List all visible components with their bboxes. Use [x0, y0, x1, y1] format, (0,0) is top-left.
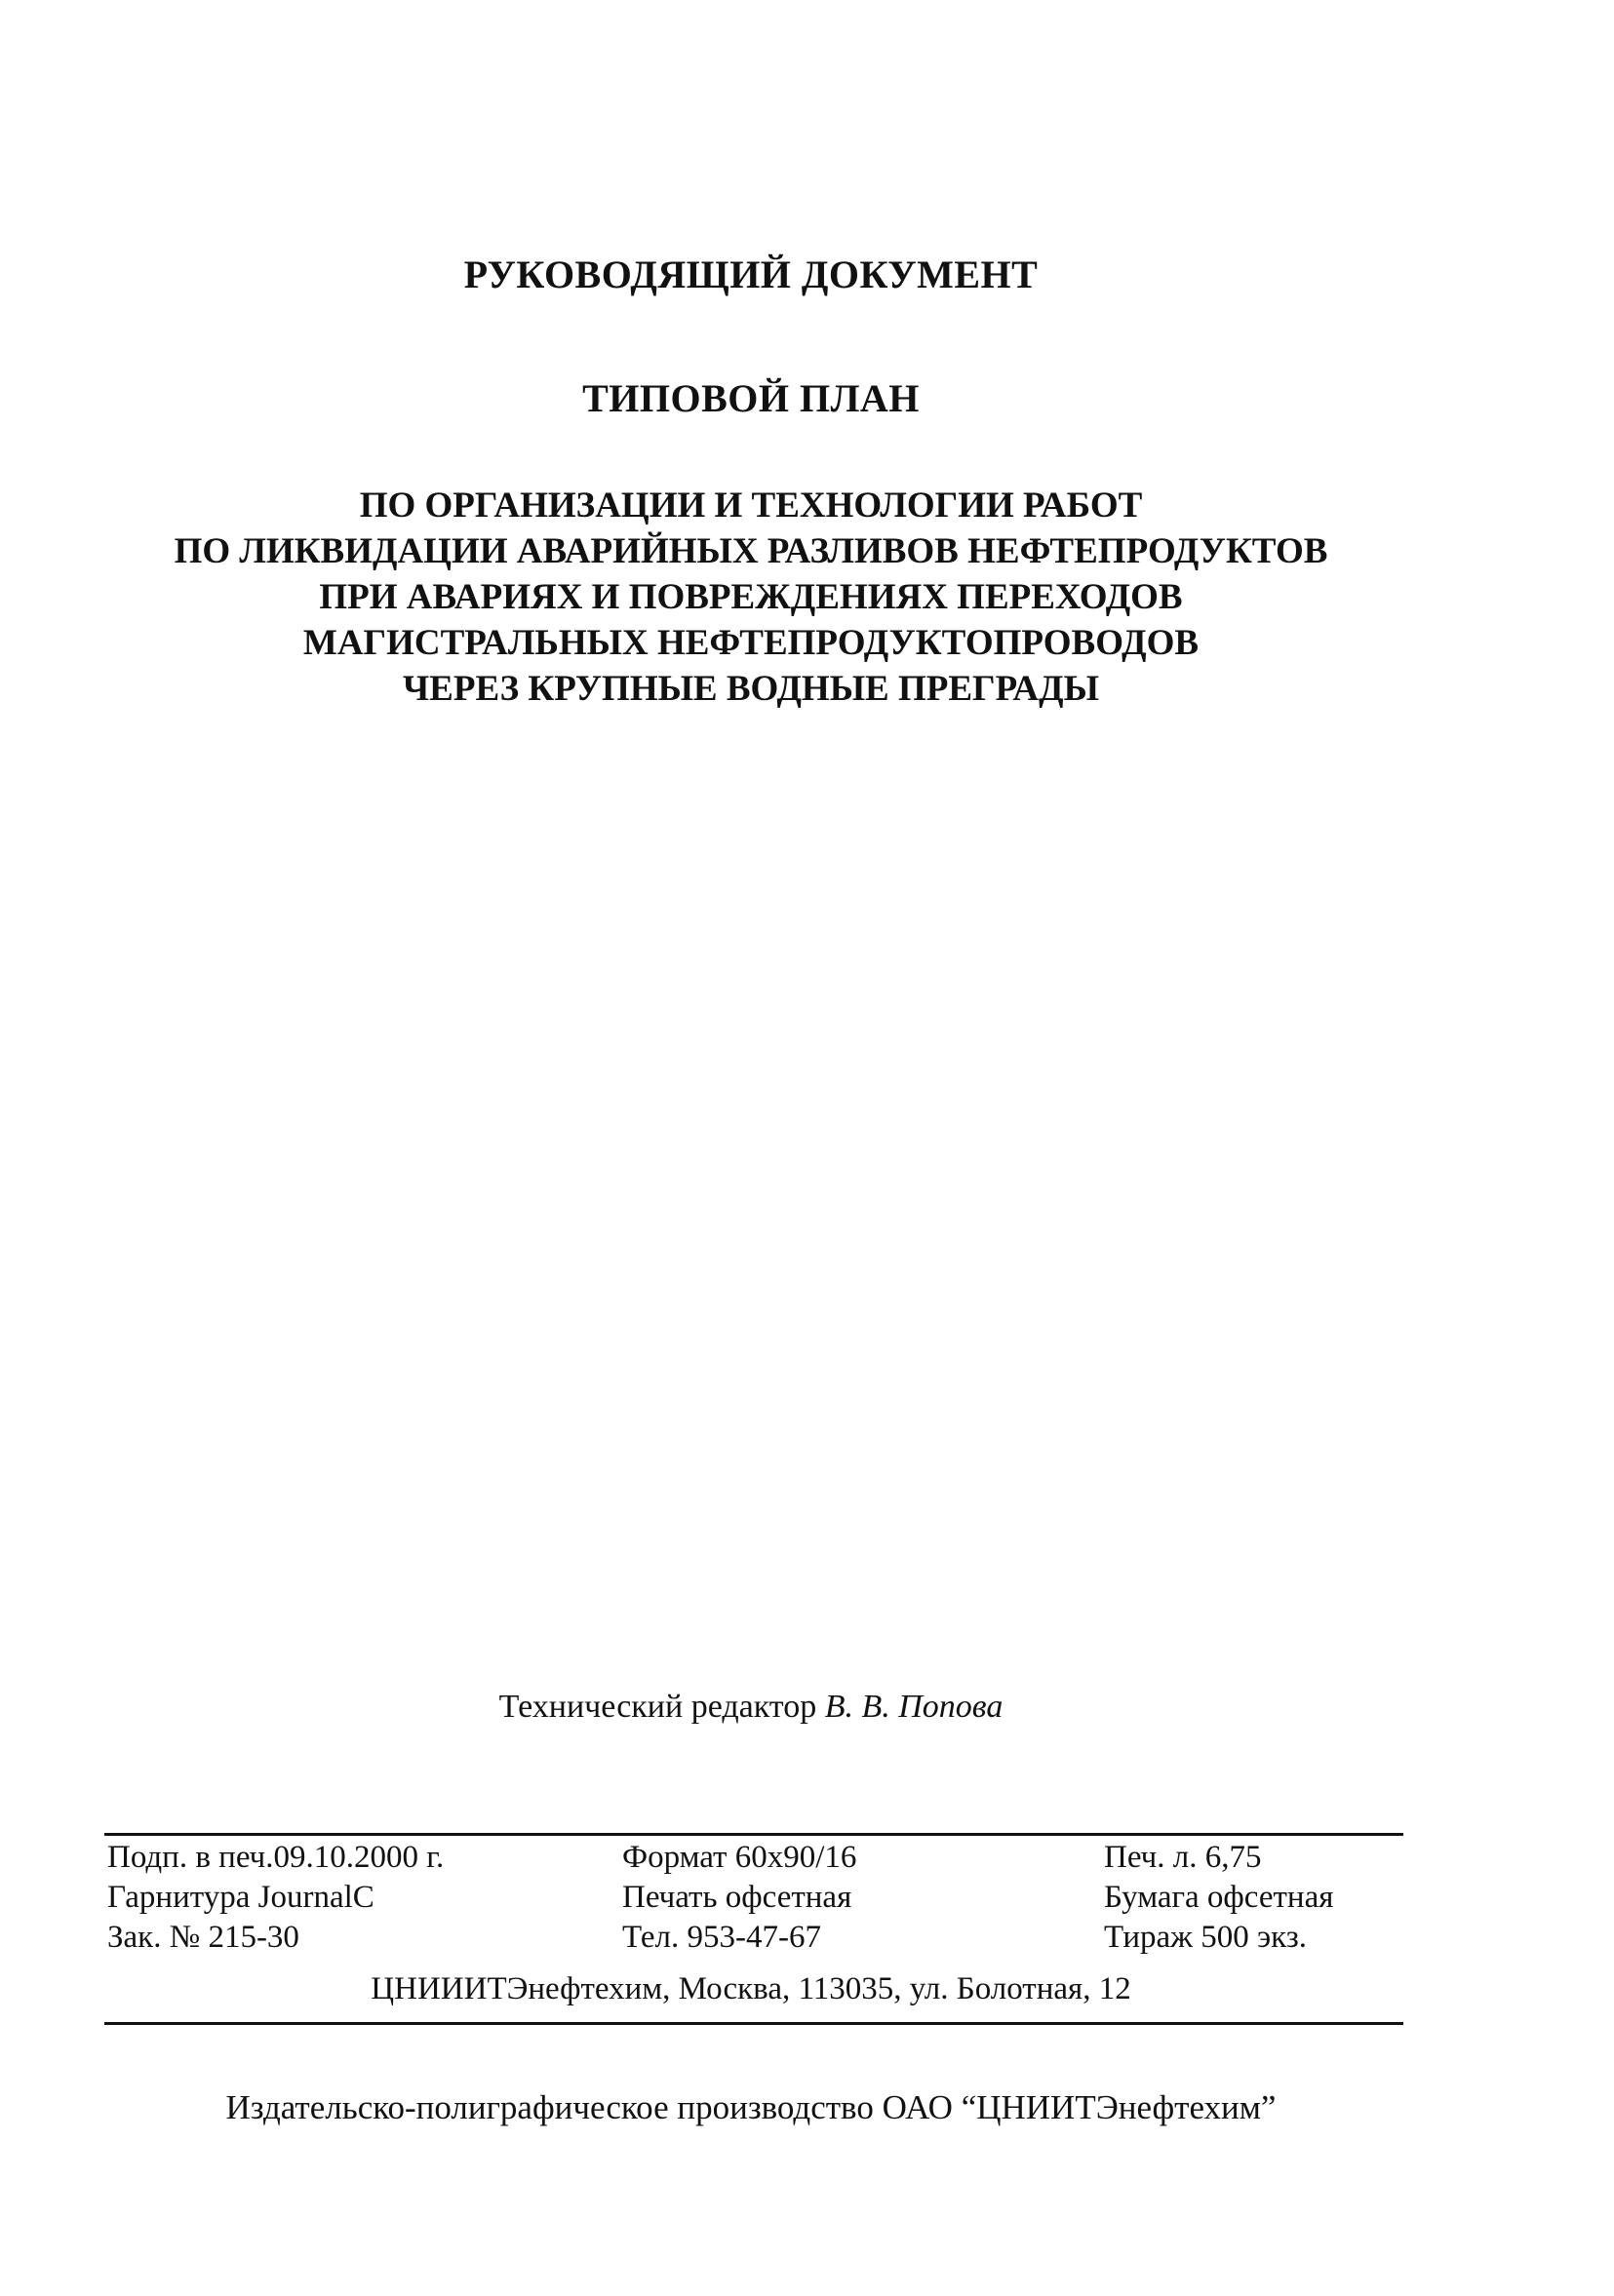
imprint-bottom-divider — [104, 2022, 1403, 2025]
subtitle-line: МАГИСТРАЛЬНЫХ НЕФТЕПРОДУКТОПРОВОДОВ — [302, 623, 1200, 663]
imprint-order-number: Зак. № 215-30 — [107, 1920, 299, 1955]
imprint-row — [107, 1878, 1404, 1918]
subtitle-line: ЧЕРЕЗ КРУПНЫЕ ВОДНЫЕ ПРЕГРАДЫ — [403, 669, 1099, 709]
imprint-print-method: Печать офсетная — [622, 1880, 852, 1915]
publisher-address: ЦНИИИТЭнефтехим, Москва, 113035, ул. Болотная, 12 — [371, 1971, 1131, 2006]
imprint-print-sheets: Печ. л. 6,75 — [1104, 1840, 1262, 1875]
imprint-paper: Бумага офсетная — [1104, 1880, 1334, 1915]
plan-title-heading: ТИПОВОЙ ПЛАН — [582, 376, 920, 420]
subtitle-line: ПРИ АВАРИЯХ И ПОВРЕЖДЕНИЯХ ПЕРЕХОДОВ — [319, 577, 1183, 617]
imprint-row — [107, 1918, 1404, 1958]
imprint-signed-date: Подп. в печ.09.10.2000 г. — [107, 1840, 445, 1875]
editor-label: Технический редактор — [498, 1689, 817, 1725]
imprint-typeface: Гарнитура JournalC — [107, 1880, 374, 1915]
imprint-row — [107, 1838, 1404, 1878]
editor-name: В. В. Попова — [824, 1689, 1004, 1725]
imprint-phone: Тел. 953-47-67 — [622, 1920, 821, 1955]
publisher-footer-note: Издательско-полиграфическое производство ОАО “ЦНИИТЭнефтехим” — [225, 2088, 1277, 2126]
imprint-block — [107, 1838, 1404, 1958]
subtitle-line: ПО ЛИКВИДАЦИИ АВАРИЙНЫХ РАЗЛИВОВ НЕФТЕПРОДУКТОВ — [174, 531, 1328, 571]
subtitle-line: ПО ОРГАНИЗАЦИИ И ТЕХНОЛОГИИ РАБОТ — [359, 486, 1143, 525]
imprint-print-run: Тираж 500 экз. — [1104, 1920, 1307, 1955]
document-type-heading: РУКОВОДЯЩИЙ ДОКУМЕНТ — [463, 253, 1039, 296]
imprint-top-divider — [104, 1833, 1403, 1836]
document-subtitle — [0, 483, 1502, 712]
technical-editor-line — [0, 1689, 1502, 1726]
imprint-format: Формат 60х90/16 — [622, 1840, 857, 1875]
